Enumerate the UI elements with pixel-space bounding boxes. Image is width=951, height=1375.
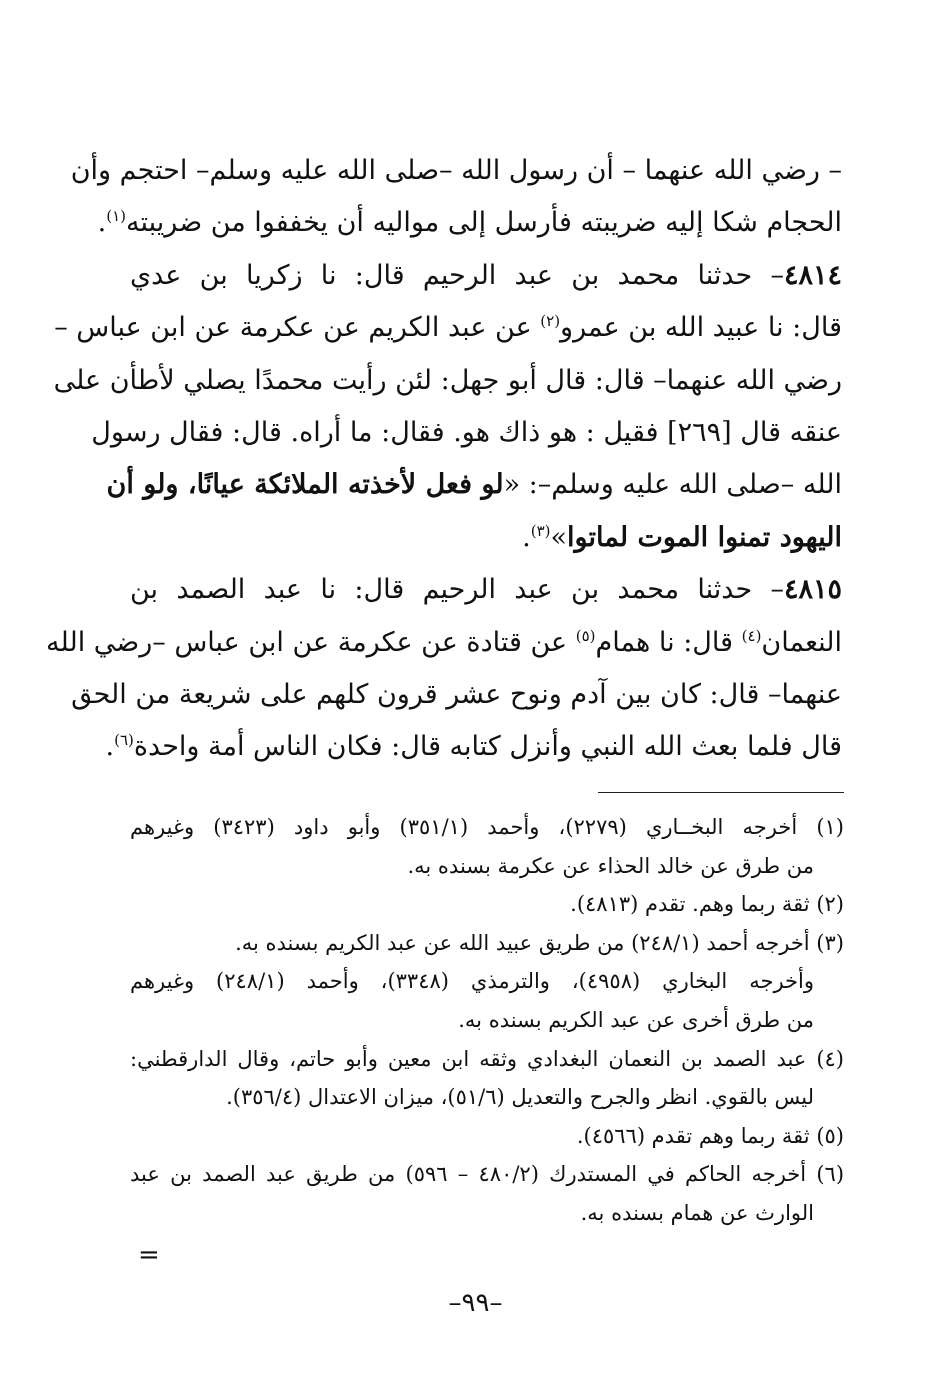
footnote-line: (٥) ثقة ربما وهم تقدم (٤٥٦٦). (576, 1123, 844, 1148)
footnote-ref: (٦) (114, 731, 134, 750)
footnote-line: (١) أخرجه البخــاري (٢٢٧٩)، وأحمد (٣٥١/١) وأبو داود (٣٤٢٣) وغيرهم (130, 815, 844, 839)
hadith-quote: لو فعل لأخذته الملائكة عيانًا، ولو أن (106, 469, 504, 501)
text-line: – رضي الله عنهما – أن رسول الله –صلى الله عليه وسلم– احتجم وأن (70, 155, 842, 186)
hadith-quote: اليهود تمنوا الموت لماتوا (567, 521, 842, 553)
footnote-line: (٣) أخرجه أحمد (٢٤٨/١) من طريق عبيد الله عن عبد الكريم بسنده به. (235, 930, 844, 955)
footnote-line: ليس بالقوي. انظر والجرح والتعديل (٥١/٦)، ميزان الاعتدال (٣٥٦/٤). (226, 1085, 814, 1110)
footnote-3 (130, 924, 844, 1040)
hadith-number: ٤٨١٤ (783, 259, 842, 291)
footnote-6 (130, 1155, 844, 1232)
continuation-mark: = (138, 1240, 160, 1270)
text-line: الحجام شكا إليه ضريبته فأرسل إلى مواليه أن يخففوا من ضريبته$^{(١)}$. (97, 207, 842, 239)
footnote-line: وأخرجه البخاري (٤٩٥٨)، والترمذي (٣٣٤٨)، وأحمد (٢٤٨/١) وغيرهم (130, 969, 814, 994)
footnote-separator (598, 792, 844, 793)
footnote-2 (130, 885, 844, 924)
text-line: قال: نا عبيد الله بن عمرو$^{(٢)}$ عن عبد الكريم عن عكرمة عن ابن عباس – (54, 312, 842, 344)
footnote-line: الوارث عن همام بسنده به. (580, 1200, 814, 1225)
footnotes (130, 808, 844, 1233)
text-line: عنهما– قال: كان بين آدم ونوح عشر قرون كلهم على شريعة من الحق (71, 679, 842, 711)
text-line: ٤٨١٥– حدثنا محمد بن عبد الرحيم قال: نا عبد الصمد بن (130, 574, 842, 606)
text-line: قال فلما بعث الله النبي وأنزل كتابه قال: فكان الناس أمة واحدة$^{(٦)}$. (105, 731, 842, 763)
footnote-ref: (٥) (575, 626, 596, 645)
footnote-1 (130, 808, 844, 885)
hadith-number: ٤٨١٥ (783, 574, 842, 606)
text-line: النعمان$^{(٤)}$ قال: نا همام$^{(٥)}$ عن قتادة عن عكرمة عن ابن عباس –رضي الله (46, 626, 842, 658)
footnote-4 (130, 1040, 844, 1117)
footnote-line: من طرق عن خالد الحذاء عن عكرمة بسنده به. (407, 853, 814, 878)
text-line: عنقه قال [٢٦٩] فقيل : هو ذاك هو. فقال: ما أراه. قال: فقال رسول (91, 417, 842, 449)
text-line: الله –صلى الله عليه وسلم–: «لو فعل لأخذته الملائكة عيانًا، ولو أن (106, 469, 842, 501)
footnote-line: (٦) أخرجه الحاكم في المستدرك (٤٨٠/٢ – ٥٩٦) من طريق عبد الصمد بن عبد (130, 1162, 845, 1187)
footnote-5 (130, 1117, 844, 1156)
footnote-ref: (١) (106, 207, 127, 226)
text-line: رضي الله عنهما– قال: قال أبو جهل: لئن رأيت محمدًا يصلي لأطأن على (53, 364, 842, 396)
main-text (46, 145, 842, 774)
page-number: –٩٩– (448, 1288, 503, 1318)
footnote-line: (٢) ثقة ربما وهم. تقدم (٤٨١٣). (570, 892, 844, 917)
footnote-line: (٤) عبد الصمد بن النعمان البغدادي وثقه ابن معين وأبو حاتم، وقال الدارقطني: (130, 1046, 844, 1071)
paragraph-4814 (53, 250, 842, 564)
text-line: اليهود تمنوا الموت لماتوا»$^{(٣)}$. (522, 521, 842, 553)
paragraph-continuation (70, 145, 842, 250)
footnote-line: من طرق أخرى عن عبد الكريم بسنده به. (458, 1007, 814, 1032)
text-line: ٤٨١٤– حدثنا محمد بن عبد الرحيم قال: نا زكريا بن عدي (130, 259, 842, 291)
footnote-ref: (٢) (540, 312, 561, 331)
footnote-ref: (٣) (530, 521, 551, 540)
footnote-ref: (٤) (741, 626, 762, 645)
paragraph-4815 (46, 564, 842, 774)
